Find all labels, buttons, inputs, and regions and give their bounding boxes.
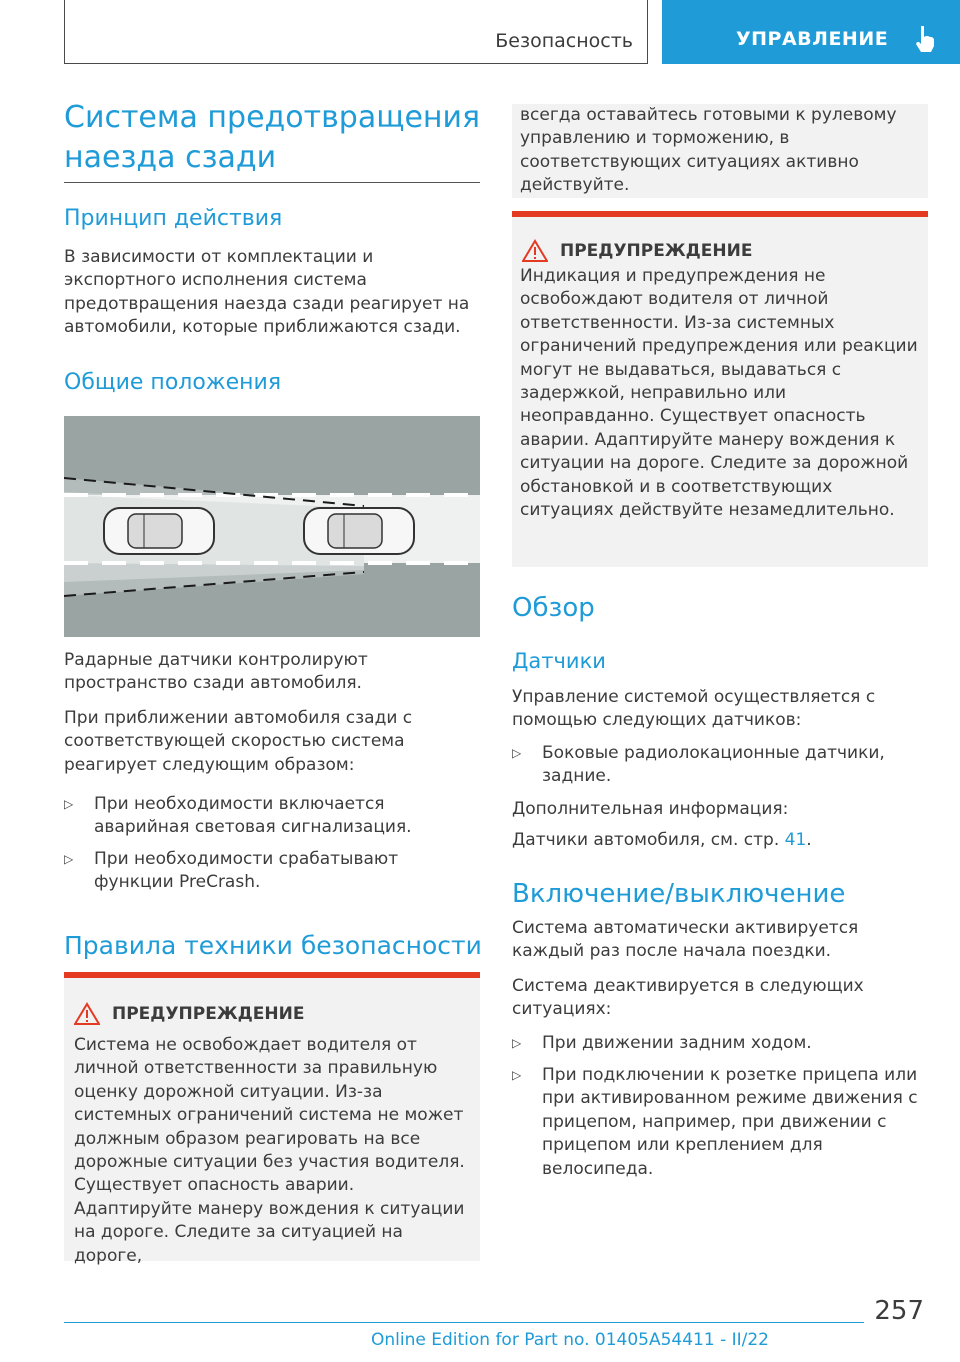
sensors-reference-text: Датчики автомобиля, см. стр. xyxy=(512,830,785,850)
list-item-text: При необходимости включается аварийная световая сигнализация. xyxy=(94,794,412,838)
list-item xyxy=(64,848,480,895)
warning-bar xyxy=(64,972,480,978)
page-number: 257 xyxy=(874,1296,924,1326)
approach-text: При приближении автомобиля сзади с соответствующей скоростью система реагирует следующим образом: xyxy=(64,708,413,775)
page-link-41[interactable]: 41 xyxy=(784,830,807,850)
title-divider xyxy=(64,182,480,183)
list-item xyxy=(512,1064,928,1181)
warning-box-2 xyxy=(512,211,928,567)
list-item-text: При движении задним ходом. xyxy=(542,1033,812,1053)
warning-text-continued: всегда оставайтесь готовыми к рулевому управлению и торможению, в соответствующих ситуациях активно действуйте. xyxy=(520,105,897,196)
bullet-triangle-icon: ▷ xyxy=(64,797,74,811)
heading-general: Общие положения xyxy=(64,370,282,395)
hand-pointer-icon xyxy=(912,24,938,54)
more-info-label: Дополнительная информация: xyxy=(512,799,789,819)
approaching-car xyxy=(104,508,214,554)
bullet-triangle-icon: ▷ xyxy=(512,746,522,760)
warning-triangle-icon xyxy=(522,239,548,263)
warning-text: Система не освобождает водителя от личной ответственности за правильную оценку дорожной ситуации. Из-за системных ограничений система не может должным образом реагировать на все дорожные ситуации без участия водителя. Существует опасность аварии. Адаптируйте манеру вождения к ситуации на дороге. Следите за ситуацией на дороге, xyxy=(74,1035,465,1266)
principle-text: В зависимости от комплектации и экспортного исполнения система предотвращения наезда сзади реагирует на автомобили, которые приближаются сзади. xyxy=(64,247,470,338)
page-title xyxy=(64,98,480,178)
header-tab-label: УПРАВЛЕНИЕ xyxy=(736,28,889,50)
sensors-reference xyxy=(512,829,928,852)
onoff-text-2: Система деактивируется в следующих ситуациях: xyxy=(512,976,864,1020)
list-item-text: Боковые радиолокационные датчики, задние. xyxy=(542,743,885,787)
bullet-triangle-icon: ▷ xyxy=(64,852,74,866)
footer-edition xyxy=(0,1330,960,1350)
heading-safety: Правила техники безопасности xyxy=(64,931,482,960)
own-car xyxy=(304,508,414,554)
warning-box-1-continued xyxy=(512,104,928,198)
rear-radar-illustration xyxy=(64,416,480,637)
header-section-title: Безопасность xyxy=(495,30,633,52)
heading-sensors: Датчики xyxy=(512,649,606,673)
warning-bar xyxy=(512,211,928,217)
footer-edition-text: Online Edition for Part no. 01405A54411 - II/22 xyxy=(370,1330,769,1350)
list-item-text: При необходимости срабатывают функции PreCrash. xyxy=(94,849,399,893)
sensors-reference-suffix: . xyxy=(806,830,812,850)
header-tab-control[interactable] xyxy=(662,0,960,64)
sensors-text: Управление системой осуществляется с помощью следующих датчиков: xyxy=(512,687,876,731)
list-item xyxy=(64,793,480,840)
page-title-line2: наезда сзади xyxy=(64,140,277,175)
heading-overview: Обзор xyxy=(512,593,595,623)
heading-principle: Принцип действия xyxy=(64,206,283,231)
warning-title: ПРЕДУПРЕЖДЕНИЕ xyxy=(112,1004,305,1024)
warning-triangle-icon xyxy=(74,1002,100,1026)
list-item xyxy=(512,742,928,789)
bullet-triangle-icon: ▷ xyxy=(512,1068,522,1082)
warning-box-1 xyxy=(64,972,480,1266)
page-title-line1: Система предотвращения xyxy=(64,100,481,135)
bullet-triangle-icon: ▷ xyxy=(512,1036,522,1050)
warning-title: ПРЕДУПРЕЖДЕНИЕ xyxy=(560,241,753,261)
warning-text: Индикация и предупреждения не освобождают водителя от личной ответственности. Из-за системных ограничений предупреждения или реакции могут не выдаваться, выдаваться с задержкой, неправильно или неоправданно. Существует опасность аварии. Адаптируйте манеру вождения к ситуации на дороге. Следите за дорожной обстановкой и в соответствующих ситуациях действуйте незамедлительно. xyxy=(520,266,918,521)
figure-caption: Радарные датчики контролируют пространство сзади автомобиля. xyxy=(64,650,368,694)
footer-divider xyxy=(64,1322,864,1323)
heading-onoff: Включение/выключение xyxy=(512,879,846,909)
list-item xyxy=(512,1032,928,1055)
list-item-text: При подключении к розетке прицепа или при активированном режиме движения с прицепом, например, при движении с прицепом или креплением для велосипеда. xyxy=(542,1065,918,1179)
onoff-text-1: Система автоматически активируется каждый раз после начала поездки. xyxy=(512,918,859,962)
header-section-box xyxy=(64,0,648,64)
